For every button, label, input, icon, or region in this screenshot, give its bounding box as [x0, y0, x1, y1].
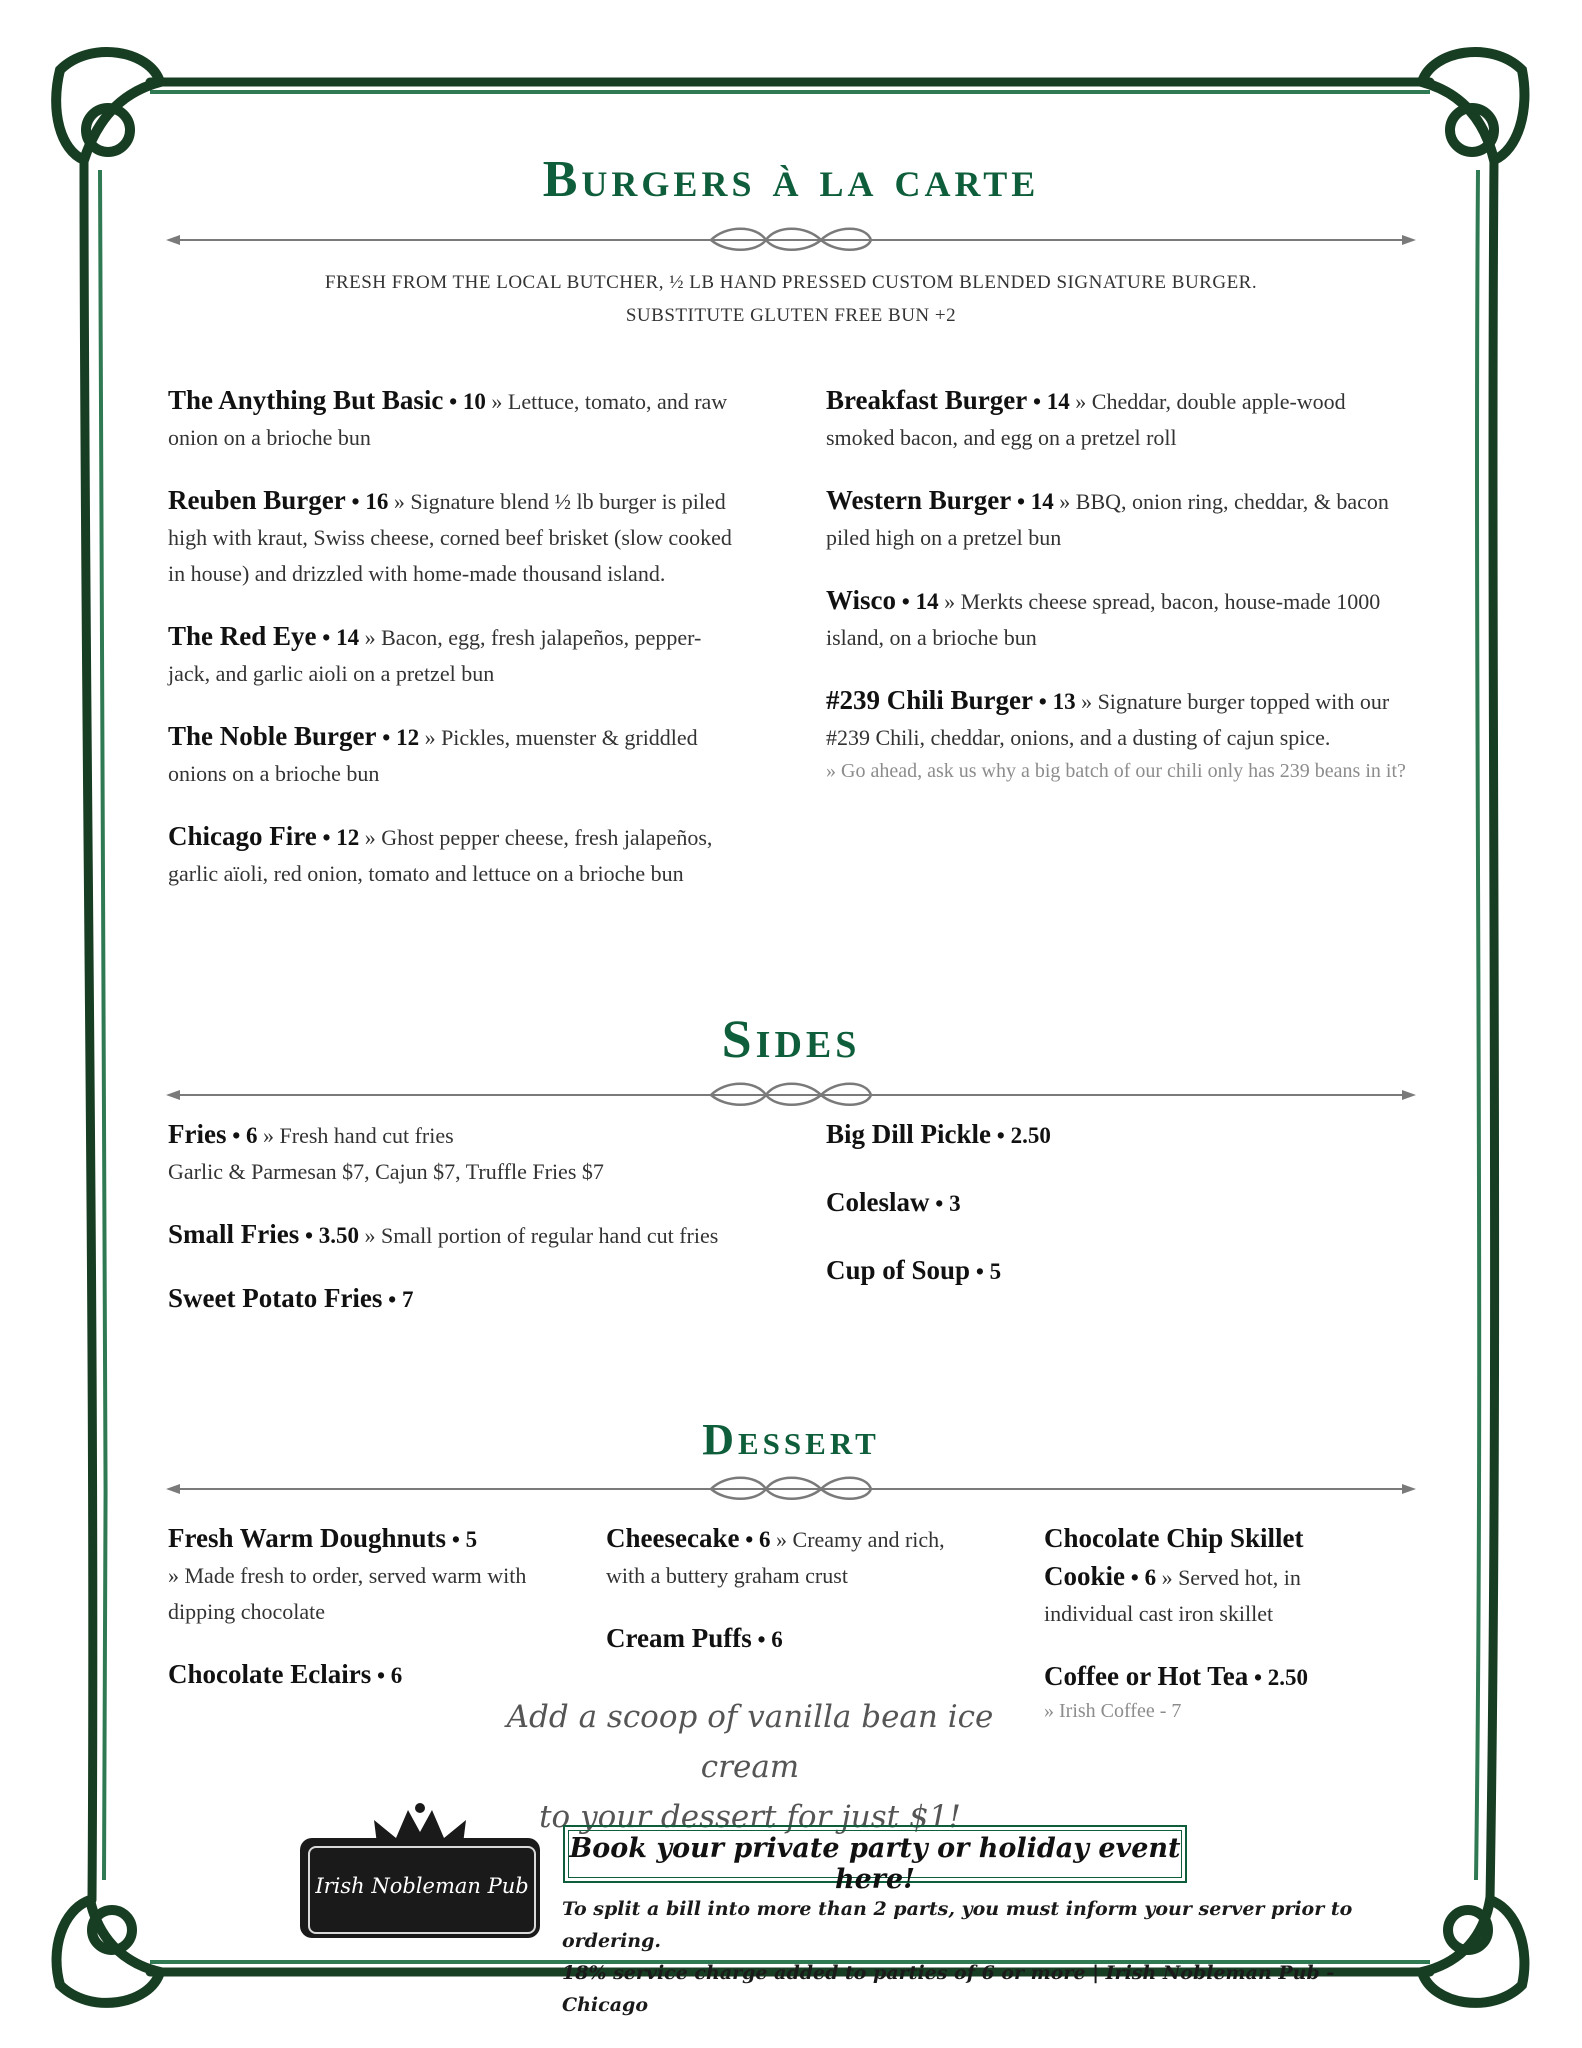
subtitle-line-2: SUBSTITUTE GLUTEN FREE BUN +2: [625, 305, 957, 326]
logo-text: Irish Nobleman Pub: [315, 1874, 529, 1898]
menu-item: Cream Puffs • 6: [606, 1623, 783, 1653]
menu-item: Small Fries • 3.50 » Small portion of regular hand cut fries: [168, 1219, 719, 1249]
dessert-column-1: [168, 1520, 538, 1720]
menu-item: Wisco • 14 » Merkts cheese spread, bacon, house-made 1000 island, on a brioche bun: [826, 585, 1381, 650]
menu-item: Fries • 6 » Fresh hand cut fries Garlic & Parmesan $7, Cajun $7, Truffle Fries $7: [168, 1116, 748, 1190]
dessert-column-3: [1044, 1520, 1374, 1753]
menu-item: The Red Eye • 14 » Bacon, egg, fresh jalapeños, pepper-jack, and garlic aioli on a pretzel bun: [168, 621, 702, 686]
burgers-right-column: [826, 382, 1406, 813]
menu-item: #239 Chili Burger • 13 » Signature burger topped with our #239 Chili, cheddar, onions, and a dusting of cajun spice. » Go ahead, ask us why a big batch of our chili only has 239 beans in it?: [826, 682, 1406, 787]
menu-item: The Anything But Basic • 10 » Lettuce, tomato, and raw onion on a brioche bun: [168, 385, 728, 450]
menu-item: Coleslaw • 3: [826, 1187, 961, 1217]
dessert-column-2: [606, 1520, 986, 1684]
dessert-title: Dessert: [702, 1415, 880, 1464]
menu-item: Breakfast Burger • 14 » Cheddar, double apple-wood smoked bacon, and egg on a pretzel roll: [826, 385, 1346, 450]
burgers-subtitle: [200, 266, 1382, 332]
menu-item: Sweet Potato Fries • 7: [168, 1283, 414, 1313]
policy-line-2: 18% service charge added to parties of 6 or more | Irish Nobleman Pub - Chicago: [562, 1962, 1335, 2016]
item-note: » Irish Coffee - 7: [1044, 1700, 1182, 1722]
ice-cream-promo: Add a scoop of vanilla bean ice cream to your dessert for just $1!: [506, 1699, 994, 1835]
sides-title: Sides: [721, 1009, 861, 1069]
menu-item: Western Burger • 14 » BBQ, onion ring, cheddar, & bacon piled high on a pretzel bun: [826, 485, 1389, 550]
subtitle-line-1: FRESH FROM THE LOCAL BUTCHER, ½ LB HAND PRESSED CUSTOM BLENDED SIGNATURE BURGER.: [324, 272, 1258, 293]
sides-right-column: [826, 1116, 1386, 1316]
policy-text: [562, 1893, 1362, 2021]
menu-item: Chicago Fire • 12 » Ghost pepper cheese, fresh jalapeños, garlic aïoli, red onion, tomato and lettuce on a brioche bun: [168, 821, 713, 886]
menu-item: Cup of Soup • 5: [826, 1255, 1002, 1285]
menu-item: Reuben Burger • 16 » Signature blend ½ lb burger is piled high with kraut, Swiss cheese, corned beef brisket (slow cooked in house) and drizzled with home-made thousand island.: [168, 485, 732, 586]
menu-item: The Noble Burger • 12 » Pickles, muenster & griddled onions on a brioche bun: [168, 721, 698, 786]
menu-item: Fresh Warm Doughnuts • 5 » Made fresh to order, served warm with dipping chocolate: [168, 1523, 527, 1624]
sides-left-column: [168, 1116, 748, 1344]
menu-item: Cheesecake • 6 » Creamy and rich, with a buttery graham crust: [606, 1523, 945, 1588]
item-note: » Go ahead, ask us why a big batch of our chili only has 239 beans in it?: [826, 760, 1406, 782]
policy-line-1: To split a bill into more than 2 parts, you must inform your server prior to ordering.: [562, 1898, 1353, 1952]
menu-item: Big Dill Pickle • 2.50: [826, 1119, 1051, 1149]
menu-item: Chocolate Eclairs • 6: [168, 1659, 403, 1689]
book-party-text: Book your private party or holiday event here!: [569, 1833, 1181, 1895]
menu-item: Coffee or Hot Tea • 2.50 » Irish Coffee - 7: [1044, 1658, 1374, 1727]
scroll-divider-icon: [166, 1080, 1416, 1110]
menu-item: Chocolate Chip Skillet Cookie • 6 » Served hot, in individual cast iron skillet: [1044, 1523, 1304, 1626]
scroll-divider-icon: [166, 225, 1416, 255]
book-party-banner[interactable]: [563, 1825, 1187, 1895]
burgers-title: Burgers à la carte: [542, 151, 1040, 208]
pub-logo: [300, 1802, 542, 1942]
burgers-left-column: [168, 382, 740, 918]
scroll-divider-icon: [166, 1474, 1416, 1504]
item-extra: Garlic & Parmesan $7, Cajun $7, Truffle Fries $7: [168, 1159, 604, 1184]
